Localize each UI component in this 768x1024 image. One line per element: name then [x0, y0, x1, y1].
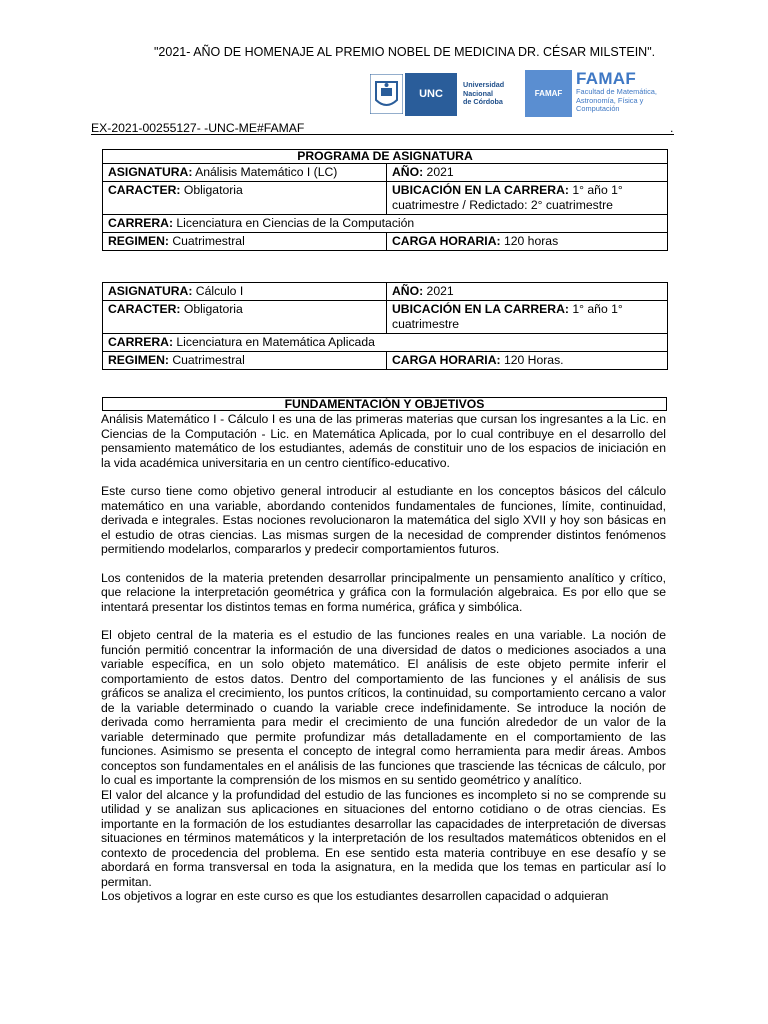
expediente-rule [91, 134, 674, 135]
program-table-2 [102, 282, 668, 370]
carrera-cell: CARRERA: Licenciatura en Ciencias de la Computación [103, 215, 668, 233]
carrera-cell: CARRERA: Licenciatura en Matemática Aplicada [103, 334, 668, 352]
program-title: PROGRAMA DE ASIGNATURA [103, 150, 668, 164]
ubicacion-cell: UBICACIÓN EN LA CARRERA: 1° año 1° cuatrimestre / Redictado: 2° cuatrimestre [387, 182, 668, 215]
expediente-number: EX-2021-00255127- -UNC-ME#FAMAF [91, 121, 305, 135]
unc-logo-box: UNC [405, 73, 457, 116]
famaf-logo-name: FAMAF [576, 69, 637, 88]
carga-cell: CARGA HORARIA: 120 horas [387, 233, 668, 251]
famaf-logo-box: FAMAF [525, 70, 572, 117]
ubicacion-cell: UBICACIÓN EN LA CARRERA: 1° año 1° cuatrimestre [387, 301, 668, 334]
paragraph: El objeto central de la materia es el estudio de las funciones reales en una variable. La noción de función permitió concentrar la información de una diversidad de datos o mediciones asociados a una variable específica, en un solo objeto matemático. El análisis de este objeto permite inferir el comportamiento de estos datos. Dentro del comportamiento de las funciones y el análisis de sus gráficos se analiza el crecimiento, los puntos críticos, la continuidad, su comportamiento cercano a valor de la variable determinado o cuando la variable crece indefinidamente. Se introduce la noción de derivada como herramienta para medir el crecimiento de una función alrededor de un valor de la variable determinado que permite profundizar más detalladamente en el comportamiento de las funciones. Asimismo se presenta el concepto de integral como herramienta para medir áreas. Ambos conceptos son fundamentales en el análisis de las funciones que trasciende las técnicas de cálculo, por lo cual es importante la comprensión de los mismos en su sentido geométrico y analítico. [101, 628, 666, 787]
fundamentacion-title: FUNDAMENTACIÓN Y OBJETIVOS [102, 397, 667, 411]
paragraph: Análisis Matemático I - Cálculo I es una de las primeras materias que cursan los ingresantes a la Lic. en Ciencias de la Computación - Lic. en Matemática Aplicada, por lo cual contribuye en el desarrollo del pensamiento matemático de los estudiantes, además de constituir uno de los espacios de iniciación en la vida académica universitaria en un centro científico-educativo. [101, 412, 666, 470]
famaf-logo-line: Astronomía, Física y [576, 95, 644, 105]
regimen-cell: REGIMEN: Cuatrimestral [103, 352, 387, 370]
unc-logo [370, 72, 510, 116]
homage-header: "2021- AÑO DE HOMENAJE AL PREMIO NOBEL DE MEDICINA DR. CÉSAR MILSTEIN". [154, 45, 656, 59]
anio-cell: AÑO: 2021 [387, 164, 668, 182]
caracter-cell: CARACTER: Obligatoria [103, 182, 387, 215]
program-table-1 [102, 149, 668, 251]
expediente-dot: . [670, 121, 674, 135]
unc-seal-icon [370, 74, 403, 114]
unc-logo-text: Universidad Nacional de Córdoba [463, 80, 505, 107]
carga-cell: CARGA HORARIA: 120 Horas. [387, 352, 668, 370]
famaf-logo-line: Computación [576, 104, 620, 114]
paragraph: Los contenidos de la materia pretenden desarrollar principalmente un pensamiento analítico y crítico, que relacione la interpretación geométrica y gráfica con la formulación algebraica. Es por ello que se intentará presentar los distintos temas en forma numérica, gráfica y simbólica. [101, 570, 666, 614]
regimen-cell: REGIMEN: Cuatrimestral [103, 233, 387, 251]
paragraph: Los objetivos a lograr en este curso es que los estudiantes desarrollen capacidad o adquieran [101, 889, 609, 903]
anio-cell: AÑO: 2021 [387, 283, 668, 301]
famaf-logo-line: Facultad de Matemática, [576, 87, 657, 96]
paragraph: Este curso tiene como objetivo general introducir al estudiante en los conceptos básicos del cálculo matemático en una variable, abordando contenidos fundamentales de funciones, límite, continuidad, derivada e integrales. Estas nociones revolucionaron la matemática del siglo XVII y hoy son básicas en el estudio de otras ciencias. Las mismas surgen de la necesidad de comprender distintos fenómenos permitiendo modelarlos, compararlos y predecir comportamientos futuros. [101, 484, 666, 556]
paragraph: El valor del alcance y la profundidad del estudio de las funciones es incompleto si no se comprende su utilidad y se analizan sus aplicaciones en situaciones del entorno cotidiano o de otras ciencias. Es importante en la formación de los estudiantes desarrollar las capacidades de interpretación de diversas situaciones en términos matemáticos y la interpretación de los resultados matemáticos obtenidos en el contexto de procedencia del problema. En ese sentido esta materia contribuye en ese desafío y se abordará en forma transversal en toda la asignatura, en la medida que los temas en particular así lo permitan. [101, 787, 666, 889]
asignatura-cell: ASIGNATURA: Cálculo I [103, 283, 387, 301]
famaf-logo [525, 70, 675, 118]
caracter-cell: CARACTER: Obligatoria [103, 301, 387, 334]
fundamentacion-body [101, 412, 666, 904]
asignatura-cell: ASIGNATURA: Análisis Matemático I (LC) [103, 164, 387, 182]
